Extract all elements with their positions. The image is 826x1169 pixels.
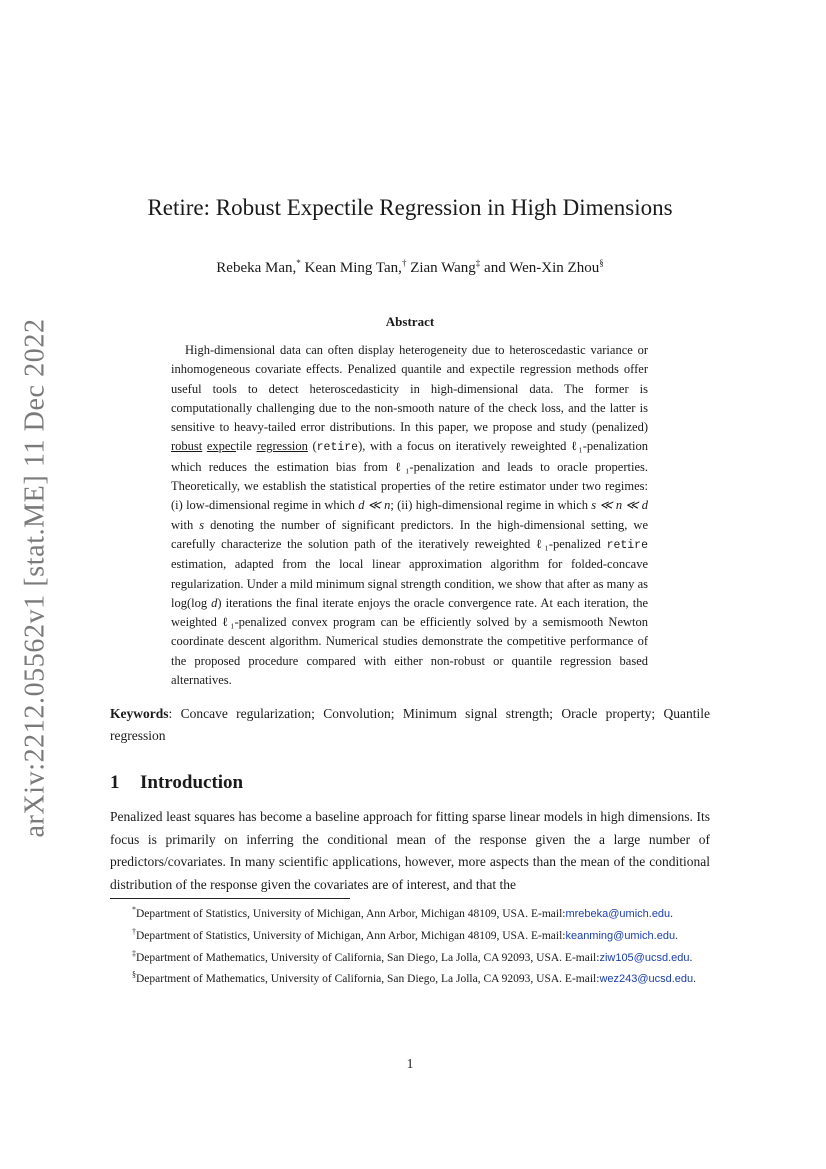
footnote-text: Department of Statistics, University of Michigan, Ann Arbor, Michigan 48109, USA. E-mail: [136, 907, 566, 920]
email-link[interactable]: wez243@ucsd.edu [599, 973, 694, 986]
footnote-divider [110, 898, 350, 899]
author-name: Zian Wang [406, 260, 476, 276]
footnote-text: Department of Mathematics, University of California, San Diego, La Jolla, CA 92093, USA. E-mail: [136, 951, 600, 964]
code-retire: retire [316, 441, 359, 455]
introduction-text: Penalized least squares has become a baseline approach for fitting sparse linear models in high dimensions. Its focus is primarily on inferring the conditional mean of the response given the a large number of predictors/covariates. In many scientific applications, however, more aspects than the mean of the conditional distribution of the response given the covariates are of interest, and that the [110, 809, 710, 892]
author-name: Rebeka Man, [216, 260, 297, 276]
footnote-end: . [693, 973, 697, 986]
math-inline: s [199, 517, 205, 532]
abstract-segment: ; (ii) high-dimensional regime in which [390, 498, 592, 513]
footnote [110, 945, 710, 967]
footnote-mark: * [132, 905, 136, 914]
footnote-mark: § [599, 258, 604, 268]
code-retire: retire [606, 538, 648, 552]
abstract-segment: ( [307, 439, 317, 454]
math-inline: d [211, 595, 218, 610]
footnote-end: . [689, 951, 693, 964]
abstract-segment: ) iterations the final iterate enjoys the oracle convergence rate. At each iteration, the weighted ℓ₁-penalized convex program can be efficiently solved by a semismooth Newton coordinate descent algorithm. Numerical studies demonstrate the competitive performance of the proposed procedure compared with either non-robust or quantile regression based alternatives. [171, 595, 648, 688]
footnote-end: . [675, 929, 678, 942]
footnote-text: Department of Mathematics, University of California, San Diego, La Jolla, CA 92093, USA. E-mail: [136, 973, 600, 986]
footnote-mark: † [401, 258, 407, 268]
keywords-label: Keywords [110, 706, 169, 721]
footnote-text: Department of Statistics, University of Michigan, Ann Arbor, Michigan 48109, USA. E-mail: [136, 929, 566, 942]
abstract-acronym-part: regression [256, 439, 308, 454]
footnote [110, 966, 710, 988]
footnote-mark: § [132, 970, 136, 980]
email-link[interactable]: mrebeka@umich.edu [565, 907, 671, 920]
footnote-mark: ‡ [475, 258, 481, 268]
math-inline: d ≪ n [358, 498, 391, 513]
abstract-acronym-part: robust [171, 439, 203, 454]
arxiv-identifier-text: arXiv:2212.05562v1 [stat.ME] 11 Dec 2022 [20, 318, 52, 838]
abstract-segment: estimation, adapted from the local linear approximation algorithm for folded-concave regularization. Under a mild minimum signal strength condition, we show that after as many as log(log [171, 557, 648, 610]
section-heading-introduction [110, 770, 243, 796]
keywords-text: : Concave regularization; Convolution; Minimum signal strength; Oracle property; Quantile regression [110, 706, 710, 743]
footnote-mark: * [296, 258, 301, 268]
math-inline: s ≪ n ≪ d [591, 498, 648, 513]
email-link[interactable]: keanming@umich.edu [565, 929, 676, 942]
abstract-segment: tile [235, 439, 257, 454]
email-link[interactable]: ziw105@ucsd.edu [599, 951, 690, 964]
footnotes [110, 901, 710, 988]
abstract-segment: with [171, 517, 200, 532]
author-name: Kean Ming Tan, [300, 260, 402, 276]
footnote-end: . [670, 907, 674, 920]
footnote [110, 901, 710, 923]
abstract-segment: denoting the number of significant predictors. In the high-dimensional setting, we carefully characterize the solution path of the iteratively reweighted ℓ₁-penalized [171, 517, 648, 551]
author-list [110, 253, 710, 278]
abstract-acronym-part: expec [206, 439, 236, 454]
footnote-mark: ‡ [132, 948, 136, 958]
abstract-segment: High-dimensional data can often display heterogeneity due to heteroscedastic variance or inhomogeneous covariate effects. Penalized quantile and expectile regression methods offer useful tools to detect heteroscedasticity in high-dimensional data. The former is computationally challenging due to the non-smooth nature of the check loss, and the latter is sensitive to heavy-tailed error distributions. In this paper, we propose and study (penalized) [171, 343, 648, 435]
keywords [110, 703, 710, 747]
arxiv-identifier [10, 318, 62, 838]
section-number: 1 [110, 772, 120, 793]
footnote [110, 923, 710, 945]
abstract-text [171, 341, 648, 690]
section-title: Introduction [140, 772, 244, 793]
abstract-heading: Abstract [385, 314, 435, 329]
page-number: 1 [406, 1056, 414, 1071]
abstract-segment: ), with a focus on iteratively reweighted ℓ₁-penalization which reduces the estimation bias from ℓ₁-penalization and leads to oracle properties. Theoretically, we establish the statistical properties of the retire estimator under two regimes: (i) low-dimensional regime in which [171, 439, 648, 513]
author-name: and Wen-Xin Zhou [480, 260, 600, 276]
footnote-mark: † [132, 926, 136, 936]
paper-title: Retire: Robust Expectile Regression in High Dimensions [147, 195, 673, 220]
